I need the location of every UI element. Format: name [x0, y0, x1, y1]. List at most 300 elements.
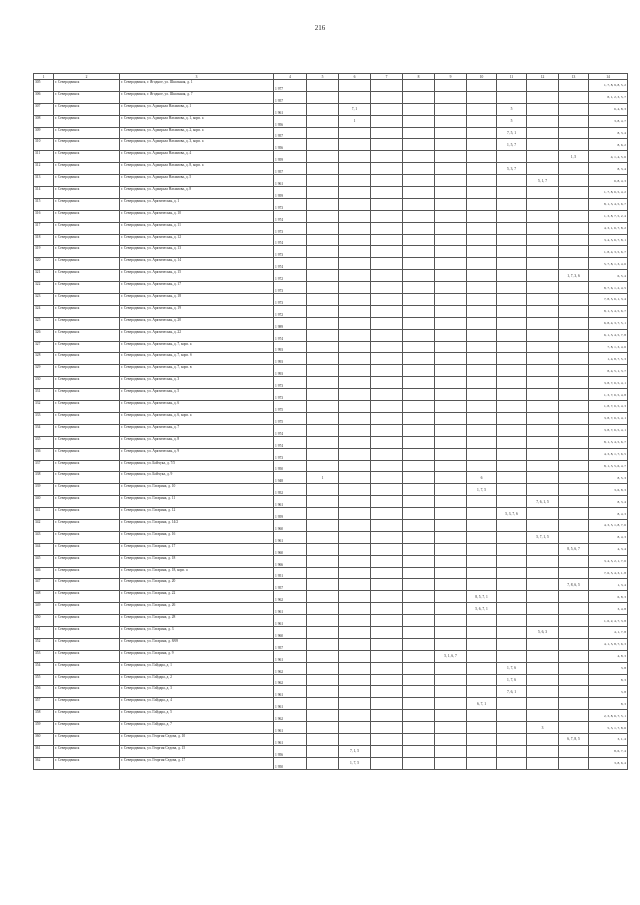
col6-cell [339, 638, 371, 650]
col14-cell: 4, 1, 5, 8, 7, 6, 3 [589, 638, 628, 650]
col8-cell [403, 187, 435, 199]
address-cell: г. Северодвинск, ул. Гагарина, д. 28 [120, 615, 274, 627]
col13-cell [559, 686, 589, 698]
col11-cell: 5, 3, 7, 6 [497, 508, 527, 520]
col10-cell [467, 543, 497, 555]
col13-cell [559, 626, 589, 638]
settlement-cell: г. Северодвинск [54, 246, 120, 258]
col10-cell: 6 [467, 472, 497, 484]
year-cell: 1 957 [274, 127, 307, 139]
col8-cell [403, 472, 435, 484]
col7-cell [371, 662, 403, 674]
col8-cell [403, 341, 435, 353]
col12-cell [527, 353, 559, 365]
col7-cell [371, 722, 403, 734]
address-cell: г. Северодвинск, ул. Арктическая, д. 20 [120, 317, 274, 329]
col12-cell [527, 401, 559, 413]
row-number: 316 [34, 210, 54, 222]
address-cell: г. Северодвинск, ул. Арктическая, д. 6 [120, 401, 274, 413]
col8-cell [403, 210, 435, 222]
col12-cell [527, 579, 559, 591]
col12-cell [527, 460, 559, 472]
col7-cell [371, 698, 403, 710]
address-cell: г. Северодвинск, ул. Арктическая, д. 19 [120, 305, 274, 317]
col9-cell [435, 294, 467, 306]
year-cell: 1 956 [274, 139, 307, 151]
col11-cell [497, 424, 527, 436]
col9-cell [435, 317, 467, 329]
col9-cell [435, 436, 467, 448]
col13-cell [559, 508, 589, 520]
settlement-cell: г. Северодвинск [54, 519, 120, 531]
col7-cell [371, 638, 403, 650]
address-cell: г. Северодвинск, ул. Гайдара, д. 2 [120, 674, 274, 686]
col13-cell [559, 294, 589, 306]
col14-cell: 1, 3, 7, 6, 5, 4, 8 [589, 389, 628, 401]
address-cell: г. Северодвинск, ул. Гайдара, д. 4 [120, 698, 274, 710]
col11-cell: 5, 3, 7 [497, 163, 527, 175]
col7-cell [371, 603, 403, 615]
col11-cell [497, 448, 527, 460]
col7-cell [371, 222, 403, 234]
col5-cell [307, 448, 339, 460]
settlement-cell: г. Северодвинск [54, 234, 120, 246]
col14-cell: 3, 8 [589, 662, 628, 674]
col14-cell: 7, 6, 5, 4, 3, 1, 8 [589, 567, 628, 579]
settlement-cell: г. Северодвинск [54, 626, 120, 638]
address-cell: г. Северодвинск, ул. Арктическая, д. 6, корп. а [120, 412, 274, 424]
settlement-cell: г. Северодвинск [54, 270, 120, 282]
col12-cell: 7, 6, 1, 5 [527, 496, 559, 508]
col6-cell [339, 234, 371, 246]
col11-cell [497, 733, 527, 745]
table-row [34, 103, 628, 115]
year-cell: 1 961 [274, 103, 307, 115]
col5-cell [307, 626, 339, 638]
col10-cell [467, 686, 497, 698]
column-header: 13 [559, 74, 589, 80]
row-number: 347 [34, 579, 54, 591]
col13-cell [559, 484, 589, 496]
col14-cell: 1, 4, 8, 7, 5, 3 [589, 353, 628, 365]
settlement-cell: г. Северодвинск [54, 317, 120, 329]
col14-cell: 4, 1, 7, 8 [589, 626, 628, 638]
settlement-cell: г. Северодвинск [54, 650, 120, 662]
col10-cell [467, 282, 497, 294]
col8-cell [403, 603, 435, 615]
address-cell: г. Северодвинск, г. Ягодное, ул. Школьная, д. 1 [120, 80, 274, 92]
col7-cell [371, 615, 403, 627]
year-cell: 1 962 [274, 591, 307, 603]
col7-cell [371, 472, 403, 484]
address-cell: г. Северодвинск, ул. Арктическая, д. 14 [120, 258, 274, 270]
col7-cell [371, 151, 403, 163]
col13-cell [559, 341, 589, 353]
table-row [34, 686, 628, 698]
col14-cell: 4, 1, 4, 5, 6 [589, 151, 628, 163]
col14-cell: 8, 3, 4 [589, 127, 628, 139]
col13-cell [559, 496, 589, 508]
year-cell: 1 962 [274, 710, 307, 722]
col5-cell [307, 733, 339, 745]
col10-cell [467, 508, 497, 520]
col13-cell [559, 246, 589, 258]
col10-cell [467, 377, 497, 389]
col10-cell [467, 722, 497, 734]
col7-cell [371, 484, 403, 496]
col13-cell [559, 198, 589, 210]
col9-cell [435, 258, 467, 270]
row-number: 357 [34, 698, 54, 710]
col13-cell [559, 187, 589, 199]
col5-cell [307, 258, 339, 270]
col14-cell: 6, 5, 4 [589, 270, 628, 282]
col14-cell: 3, 8 [589, 686, 628, 698]
settlement-cell: г. Северодвинск [54, 210, 120, 222]
col13-cell: 8, 5, 6, 7 [559, 543, 589, 555]
col7-cell [371, 258, 403, 270]
table-row [34, 519, 628, 531]
col11-cell [497, 317, 527, 329]
year-cell: 1 948 [274, 472, 307, 484]
table-row [34, 234, 628, 246]
col10-cell [467, 626, 497, 638]
col14-cell: 8, 3, 4 [589, 163, 628, 175]
col12-cell [527, 139, 559, 151]
col12-cell [527, 329, 559, 341]
col6-cell [339, 591, 371, 603]
col10-cell [467, 662, 497, 674]
row-number: 322 [34, 282, 54, 294]
year-cell: 1 973 [274, 222, 307, 234]
row-number: 338 [34, 472, 54, 484]
col13-cell [559, 460, 589, 472]
settlement-cell: г. Северодвинск [54, 151, 120, 163]
year-cell: 1 952 [274, 484, 307, 496]
col10-cell [467, 579, 497, 591]
col13-cell [559, 377, 589, 389]
row-number: 331 [34, 389, 54, 401]
settlement-cell: г. Северодвинск [54, 412, 120, 424]
col11-cell [497, 282, 527, 294]
col11-cell [497, 175, 527, 187]
col13-cell [559, 222, 589, 234]
col8-cell [403, 615, 435, 627]
col11-cell [497, 198, 527, 210]
col5-cell [307, 686, 339, 698]
col5-cell [307, 543, 339, 555]
col7-cell [371, 270, 403, 282]
col7-cell [371, 139, 403, 151]
col10-cell [467, 80, 497, 92]
col10-cell [467, 246, 497, 258]
col9-cell [435, 424, 467, 436]
address-cell: г. Северодвинск, ул. Гагарина, д. 14/2 [120, 519, 274, 531]
col11-cell [497, 745, 527, 757]
col9-cell [435, 80, 467, 92]
col14-cell: 8, 5, 3 [589, 472, 628, 484]
settlement-cell: г. Северодвинск [54, 615, 120, 627]
col7-cell [371, 317, 403, 329]
col5-cell [307, 424, 339, 436]
year-cell: 1 950 [274, 757, 307, 769]
col7-cell [371, 377, 403, 389]
col10-cell [467, 436, 497, 448]
row-number: 311 [34, 151, 54, 163]
col14-cell: 8, 4, 5, 1, 3, 7 [589, 365, 628, 377]
address-cell: г. Северодвинск, ул. Арктическая, д. 22 [120, 329, 274, 341]
column-header: 1 [34, 74, 54, 80]
col11-cell [497, 460, 527, 472]
table-row [34, 650, 628, 662]
settlement-cell: г. Северодвинск [54, 258, 120, 270]
col8-cell [403, 638, 435, 650]
col11-cell [497, 353, 527, 365]
address-cell: г. Северодвинск, ул. Арктическая, д. 8 [120, 436, 274, 448]
table-row [34, 294, 628, 306]
table-row [34, 127, 628, 139]
table-row [34, 210, 628, 222]
col14-cell: 8, 1, 2, 3, 5, 7 [589, 91, 628, 103]
col10-cell [467, 127, 497, 139]
col5-cell [307, 341, 339, 353]
row-number: 332 [34, 401, 54, 413]
col14-cell: 3, 4, 8 [589, 603, 628, 615]
table-row [34, 567, 628, 579]
address-cell: г. Северодвинск, ул. Адмирала Нахимова, д. 8 [120, 187, 274, 199]
year-cell: 1 975 [274, 412, 307, 424]
col8-cell [403, 496, 435, 508]
col7-cell [371, 579, 403, 591]
col8-cell [403, 282, 435, 294]
row-number: 318 [34, 234, 54, 246]
col6-cell [339, 341, 371, 353]
col5-cell [307, 722, 339, 734]
settlement-cell: г. Северодвинск [54, 472, 120, 484]
year-cell: 1 959 [274, 508, 307, 520]
col8-cell [403, 127, 435, 139]
settlement-cell: г. Северодвинск [54, 555, 120, 567]
col10-cell [467, 519, 497, 531]
col10-cell [467, 294, 497, 306]
page-number: 216 [314, 24, 326, 32]
address-cell: г. Северодвинск, ул. Адмирала Нахимова, д. 8, корп. а [120, 163, 274, 175]
col12-cell [527, 436, 559, 448]
col8-cell [403, 305, 435, 317]
col8-cell [403, 543, 435, 555]
settlement-cell: г. Северодвинск [54, 353, 120, 365]
col9-cell [435, 603, 467, 615]
col12-cell [527, 163, 559, 175]
col13-cell [559, 745, 589, 757]
settlement-cell: г. Северодвинск [54, 638, 120, 650]
col6-cell [339, 163, 371, 175]
address-cell: г. Северодвинск, ул. Гагарина, д. 11 [120, 496, 274, 508]
col12-cell [527, 615, 559, 627]
row-number: 341 [34, 508, 54, 520]
col9-cell [435, 745, 467, 757]
col12-cell [527, 424, 559, 436]
table-row [34, 341, 628, 353]
year-cell: 1 974 [274, 329, 307, 341]
col14-cell: 3, 4, 5, 2, 1, 7, 6 [589, 555, 628, 567]
col12-cell [527, 377, 559, 389]
year-cell: 1 993 [274, 341, 307, 353]
col8-cell [403, 710, 435, 722]
settlement-cell: г. Северодвинск [54, 757, 120, 769]
col8-cell [403, 686, 435, 698]
settlement-cell: г. Северодвинск [54, 460, 120, 472]
col5-cell [307, 615, 339, 627]
col9-cell [435, 626, 467, 638]
table-row [34, 436, 628, 448]
col9-cell [435, 555, 467, 567]
address-cell: г. Северодвинск, ул. Арктическая, д. 1 [120, 198, 274, 210]
settlement-cell: г. Северодвинск [54, 603, 120, 615]
col13-cell [559, 591, 589, 603]
col7-cell [371, 543, 403, 555]
col8-cell [403, 519, 435, 531]
col9-cell [435, 662, 467, 674]
settlement-cell: г. Северодвинск [54, 91, 120, 103]
col7-cell [371, 163, 403, 175]
col14-cell: 6, 8, 4, 3 [589, 175, 628, 187]
col11-cell: 1, 7, 6 [497, 662, 527, 674]
col6-cell [339, 222, 371, 234]
col6-cell [339, 305, 371, 317]
col8-cell [403, 329, 435, 341]
table-row [34, 222, 628, 234]
col7-cell [371, 424, 403, 436]
table-row [34, 270, 628, 282]
column-header: 8 [403, 74, 435, 80]
col8-cell [403, 733, 435, 745]
col6-cell [339, 282, 371, 294]
settlement-cell: г. Северодвинск [54, 282, 120, 294]
col12-cell [527, 412, 559, 424]
col6-cell [339, 698, 371, 710]
address-cell: г. Северодвинск, ул. Арктическая, д. 7, корп. в [120, 365, 274, 377]
settlement-cell: г. Северодвинск [54, 722, 120, 734]
col9-cell [435, 222, 467, 234]
col12-cell: 3 [527, 722, 559, 734]
col14-cell: 4, 8, 3 [589, 650, 628, 662]
col8-cell [403, 234, 435, 246]
col5-cell [307, 508, 339, 520]
col10-cell [467, 674, 497, 686]
col13-cell: 7, 8, 6, 5 [559, 579, 589, 591]
col12-cell [527, 210, 559, 222]
col7-cell [371, 246, 403, 258]
col6-cell [339, 139, 371, 151]
table-row [34, 353, 628, 365]
row-number: 306 [34, 91, 54, 103]
col10-cell [467, 615, 497, 627]
col9-cell [435, 460, 467, 472]
col7-cell [371, 436, 403, 448]
col13-cell [559, 305, 589, 317]
col12-cell: 5, 1, 7 [527, 175, 559, 187]
col14-cell: 8, 4, 3 [589, 508, 628, 520]
col10-cell [467, 115, 497, 127]
col9-cell [435, 615, 467, 627]
col7-cell [371, 294, 403, 306]
col13-cell [559, 722, 589, 734]
year-cell: 1 962 [274, 674, 307, 686]
col10-cell [467, 222, 497, 234]
col13-cell [559, 424, 589, 436]
address-cell: г. Северодвинск, ул. Гагарина, д. 18, корп. а [120, 567, 274, 579]
col5-cell: 1 [307, 472, 339, 484]
settlement-cell: г. Северодвинск [54, 187, 120, 199]
col8-cell [403, 401, 435, 413]
col5-cell [307, 139, 339, 151]
col5-cell [307, 222, 339, 234]
col7-cell [371, 353, 403, 365]
data-table [33, 73, 628, 770]
col12-cell [527, 710, 559, 722]
col7-cell [371, 508, 403, 520]
table-row [34, 733, 628, 745]
col6-cell [339, 127, 371, 139]
col5-cell [307, 484, 339, 496]
col13-cell [559, 519, 589, 531]
column-header: 4 [274, 74, 307, 80]
col13-cell [559, 555, 589, 567]
col14-cell: 1, 7, 8, 9, 8, 5, 2 [589, 80, 628, 92]
col14-cell: 8, 3, 4 [589, 496, 628, 508]
col10-cell [467, 496, 497, 508]
address-cell: г. Северодвинск, ул. Адмирала Нахимова, д. 2, корп. а [120, 127, 274, 139]
col14-cell: 3, 4, 5, 6, 7, 8, 1 [589, 234, 628, 246]
col5-cell [307, 412, 339, 424]
address-cell: г. Северодвинск, ул. Арктическая, д. 3 [120, 377, 274, 389]
col10-cell [467, 317, 497, 329]
col5-cell [307, 555, 339, 567]
col12-cell [527, 674, 559, 686]
year-cell: 1 974 [274, 424, 307, 436]
col12-cell [527, 80, 559, 92]
settlement-cell: г. Северодвинск [54, 198, 120, 210]
col7-cell [371, 519, 403, 531]
row-number: 351 [34, 626, 54, 638]
col14-cell: 6, 1, 3, 4, 5, 7, 8 [589, 329, 628, 341]
col11-cell [497, 603, 527, 615]
year-cell: 1 974 [274, 436, 307, 448]
col7-cell [371, 591, 403, 603]
col10-cell [467, 424, 497, 436]
col9-cell [435, 282, 467, 294]
col6-cell [339, 80, 371, 92]
address-cell: г. Северодвинск, ул. Гагарина, д. 22 [120, 591, 274, 603]
table-row [34, 258, 628, 270]
col5-cell [307, 365, 339, 377]
col9-cell [435, 412, 467, 424]
col5-cell [307, 389, 339, 401]
row-number: 348 [34, 591, 54, 603]
address-cell: г. Северодвинск, ул. Гагарина, д. 8/69 [120, 638, 274, 650]
col9-cell [435, 341, 467, 353]
col14-cell: 3, 8, 7, 6, 5, 4, 1 [589, 424, 628, 436]
table-row [34, 555, 628, 567]
col6-cell [339, 686, 371, 698]
col13-cell: 1, 5 [559, 151, 589, 163]
col8-cell [403, 508, 435, 520]
col9-cell [435, 531, 467, 543]
col5-cell [307, 103, 339, 115]
col11-cell [497, 472, 527, 484]
col12-cell [527, 733, 559, 745]
